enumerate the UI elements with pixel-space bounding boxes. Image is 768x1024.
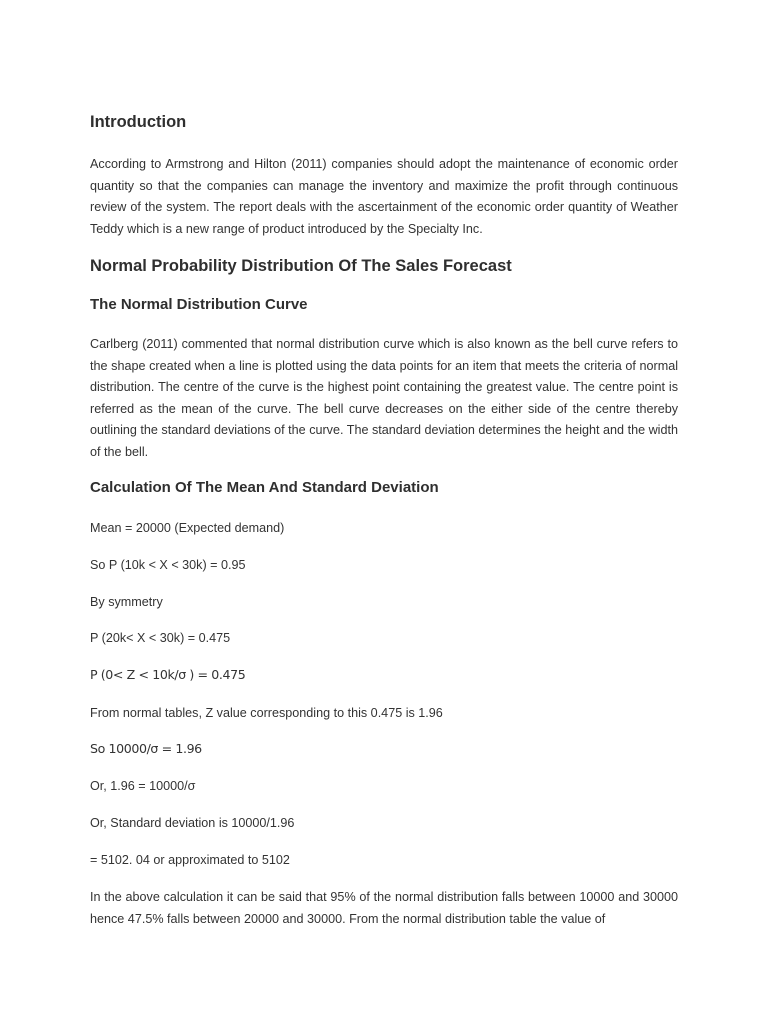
calc-line-z-table: From normal tables, Z value corresponding to this 0.475 is 1.96	[90, 706, 443, 720]
calc-line-standard-deviation: Or, Standard deviation is 10000/1.96	[90, 816, 295, 830]
normal-curve-heading: The Normal Distribution Curve	[90, 296, 308, 313]
calc-line-half-probability: P (20k< X < 30k) = 0.475	[90, 631, 231, 645]
introduction-paragraph: According to Armstrong and Hilton (2011) companies should adopt the maintenance of economic order quantity so that the companies can manage the inventory and maximize the profit through continuous review of the system. The report deals with the ascertainment of the economic order quantity of Weather Teddy which is a new range of product introduced by the Specialty Inc.	[90, 157, 678, 236]
normal-curve-paragraph: Carlberg (2011) commented that normal distribution curve which is also known as the bell curve refers to the shape created when a line is plotted using the data points for an item that meets the criteria of normal distribution. The centre of the curve is the highest point containing the greatest value. The centre point is referred as the mean of the curve. The bell curve decreases on the either side of the centre thereby outlining the standard deviations of the curve. The standard deviation determines the height and the width of the bell.	[90, 337, 678, 459]
calc-line-sigma-equation: So 10000/σ = 1.96	[90, 741, 202, 756]
introduction-heading: Introduction	[90, 113, 187, 131]
sales-forecast-heading: Normal Probability Distribution Of The Sales Forecast	[90, 257, 512, 275]
calc-line-sigma-rearranged: Or, 1.96 = 10000/σ	[90, 779, 196, 793]
calc-line-mean: Mean = 20000 (Expected demand)	[90, 521, 285, 535]
calc-line-z-probability: P (0< Z < 10k/σ ) = 0.475	[90, 667, 246, 682]
calc-line-probability: So P (10k < X < 30k) = 0.95	[90, 558, 246, 572]
calc-line-result: = 5102. 04 or approximated to 5102	[90, 853, 290, 867]
mean-sd-heading: Calculation Of The Mean And Standard Deviation	[90, 479, 439, 496]
calculation-closing-paragraph: In the above calculation it can be said that 95% of the normal distribution falls between 10000 and 30000 hence 47.5% falls between 20000 and 30000. From the normal distribution table the value of	[90, 890, 678, 926]
calc-line-symmetry: By symmetry	[90, 595, 163, 609]
